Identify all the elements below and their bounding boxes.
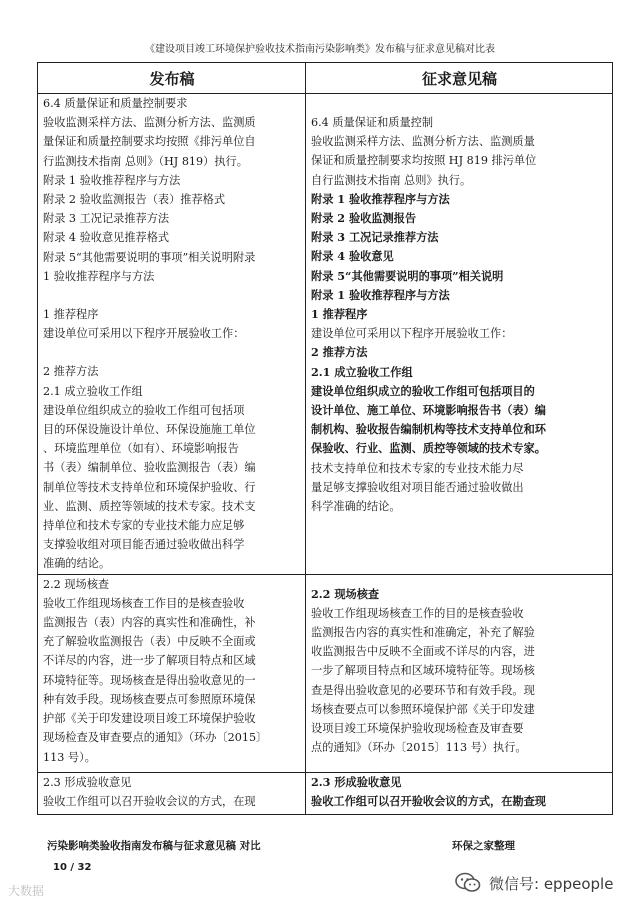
text-line: 2.3 形成验收意见 — [311, 774, 402, 789]
table-row — [38, 772, 613, 814]
published-cell — [38, 574, 306, 772]
text-line: 技术支持单位和技术专家的专业技术能力尽 — [311, 461, 524, 475]
text-line: 书（表）编制单位、验收监测报告（表）编 — [43, 461, 256, 475]
column-header-draft: 征求意见稿 — [306, 63, 613, 94]
text-line: 充了解验收监测报告（表）中反映不全面或 — [43, 635, 256, 649]
text-line: 建设单位组织成立的验收工作组可包括项目的 — [311, 383, 535, 398]
published-cell — [38, 772, 306, 814]
text-line: 查是得出验收意见的必要环节和有效手段。现 — [311, 683, 535, 697]
text-line: 附录 3 工况记录推荐方法 — [311, 230, 439, 245]
text-line: 附录 5“其他需要说明的事项”相关说明附录 — [43, 250, 256, 264]
text-line: 行监测技术指南 总则》（HJ 819）执行。 — [43, 154, 248, 168]
draft-cell — [306, 94, 613, 575]
text-line: 附录 2 验收监测报告（表）推荐格式 — [43, 193, 226, 207]
text-line: 2.1 成立验收工作组 — [43, 384, 143, 398]
text-line: 附录 3 工况记录推荐方法 — [43, 212, 170, 226]
watermark-text: 大数据 — [8, 884, 45, 898]
text-line: 监测报告（表）内容的真实性和准确性，补 — [43, 616, 256, 630]
footer-source: 环保之家整理 — [452, 840, 515, 852]
text-line: 支撑验收组对项目能否通过验收做出科学 — [43, 538, 245, 552]
text-line: 持单位和技术专家的专业技术能力应足够 — [43, 519, 245, 533]
text-line: 附录 5“其他需要说明的事项”相关说明 — [311, 268, 504, 283]
text-line: 2.2 现场核查 — [43, 577, 110, 591]
text-line: 一步了解项目特点和区域环境特征等。现场核 — [311, 664, 535, 678]
draft-cell — [306, 574, 613, 772]
text-line: 2 推荐方法 — [311, 345, 368, 360]
text-line: 2 推荐方法 — [43, 365, 99, 379]
comparison-table — [37, 62, 613, 815]
published-cell — [38, 94, 306, 575]
text-line: 附录 1 验收推荐程序与方法 — [311, 287, 450, 302]
text-line: 验收监测采样方法、监测分析方法、监测质量 — [311, 135, 535, 149]
text-line: 点的通知》（环办〔2015〕113 号）执行。 — [311, 741, 527, 755]
text-line: 建设单位可采用以下程序开展验收工作： — [43, 327, 245, 341]
wechat-icon — [455, 872, 481, 894]
text-line: 量足够支撑验收组对项目能否通过验收做出 — [311, 480, 524, 494]
text-line: 验收工作组现场核查工作目的是核查验收 — [43, 596, 245, 610]
wechat-id: 微信号: eppeople — [489, 874, 614, 893]
text-line: 场核查要点可以参照环境保护部《关于印发建 — [311, 702, 535, 716]
text-line: 现场检查及审查要点的通知》（环办〔2015〕 — [43, 731, 268, 745]
text-line: 2.1 成立验收工作组 — [311, 364, 413, 379]
text-line: 自行监测技术指南 总则》执行。 — [311, 173, 472, 187]
text-line: 保验收、行业、监测、质控等领域的技术专家。 — [311, 441, 546, 456]
text-line: 附录 1 验收推荐程序与方法 — [311, 191, 450, 206]
text-line: 1 推荐程序 — [311, 307, 368, 322]
text-line: 不详尽的内容，进一步了解项目特点和区域 — [43, 654, 256, 668]
table-header-row — [38, 63, 613, 94]
text-line: 2.3 形成验收意见 — [43, 775, 132, 789]
text-line: 设计单位、施工单位、环境影响报告书（表）编 — [311, 403, 546, 418]
text-line: 附录 1 验收推荐程序与方法 — [43, 173, 181, 187]
text-line: 6.4 质量保证和质量控制要求 — [43, 97, 188, 110]
column-header-published: 发布稿 — [38, 63, 306, 94]
text-line: 附录 4 验收意见 — [311, 249, 394, 264]
text-line: 建设单位组织成立的验收工作组可包括项 — [43, 403, 245, 417]
text-line: 业、监测、质控等领域的技术专家。技术支 — [43, 499, 256, 513]
text-line: 113 号）。 — [43, 750, 96, 764]
text-line: 1 验收推荐程序与方法 — [43, 269, 155, 283]
footer-document-title: 污染影响类验收指南发布稿与征求意见稿 对比 — [47, 840, 261, 852]
text-line: 验收工作组现场核查工作的目的是核查验收 — [311, 606, 524, 620]
text-line: 验收工作组可以召开验收会议的方式，在勘查现 — [311, 793, 546, 808]
text-line: 验收工作组可以召开验收会议的方式，在现 — [43, 794, 256, 808]
text-line: 2.2 现场核查 — [311, 586, 380, 601]
page-number: 10 / 32 — [53, 862, 92, 873]
text-line: 保证和质量控制要求均按照 HJ 819 排污单位 — [311, 154, 537, 168]
table-row — [38, 94, 613, 575]
text-line: 目的环保设施设计单位、环保设施施工单位 — [43, 423, 256, 437]
text-line: 6.4 质量保证和质量控制 — [311, 116, 434, 129]
text-line: 附录 4 验收意见推荐格式 — [43, 231, 170, 245]
text-line: 科学准确的结论。 — [311, 500, 401, 514]
watermark-logo — [8, 882, 44, 899]
text-line: 种有效手段。现场核查要点可参照原环境保 — [43, 692, 256, 706]
text-line: 设项目竣工环境保护验收现场检查及审查要 — [311, 722, 524, 736]
text-line: 收监测报告中反映不全面或不详尽的内容，进 — [311, 645, 535, 659]
text-line: 附录 2 验收监测报告 — [311, 211, 417, 226]
text-line: 、环境监理单位（如有）、环境影响报告 — [43, 442, 239, 456]
text-line: 1 推荐程序 — [43, 308, 99, 322]
text-line: 量保证和质量控制要求均按照《排污单位自 — [43, 135, 256, 149]
text-line: 准确的结论。 — [43, 557, 111, 571]
text-line: 护部《关于印发建设项目竣工环境保护验收 — [43, 712, 256, 726]
text-line: 制机构、验收报告编制机构等技术支持单位和环 — [311, 422, 546, 437]
text-line: 制单位等技术支持单位和环境保护验收、行 — [43, 480, 256, 494]
table-row — [38, 574, 613, 772]
text-line: 建设单位可采用以下程序开展验收工作： — [311, 327, 513, 341]
text-line: 验收监测采样方法、监测分析方法、监测质 — [43, 116, 256, 130]
page-header-title: 《建设项目竣工环境保护验收技术指南污染影响类》发布稿与征求意见稿对比表 — [145, 44, 495, 55]
text-line: 环境特征等。现场核查是得出验收意见的一 — [43, 673, 256, 687]
text-line: 监测报告内容的真实性和准确定，补充了解验 — [311, 626, 535, 640]
wechat-watermark — [455, 872, 613, 894]
draft-cell — [306, 772, 613, 814]
